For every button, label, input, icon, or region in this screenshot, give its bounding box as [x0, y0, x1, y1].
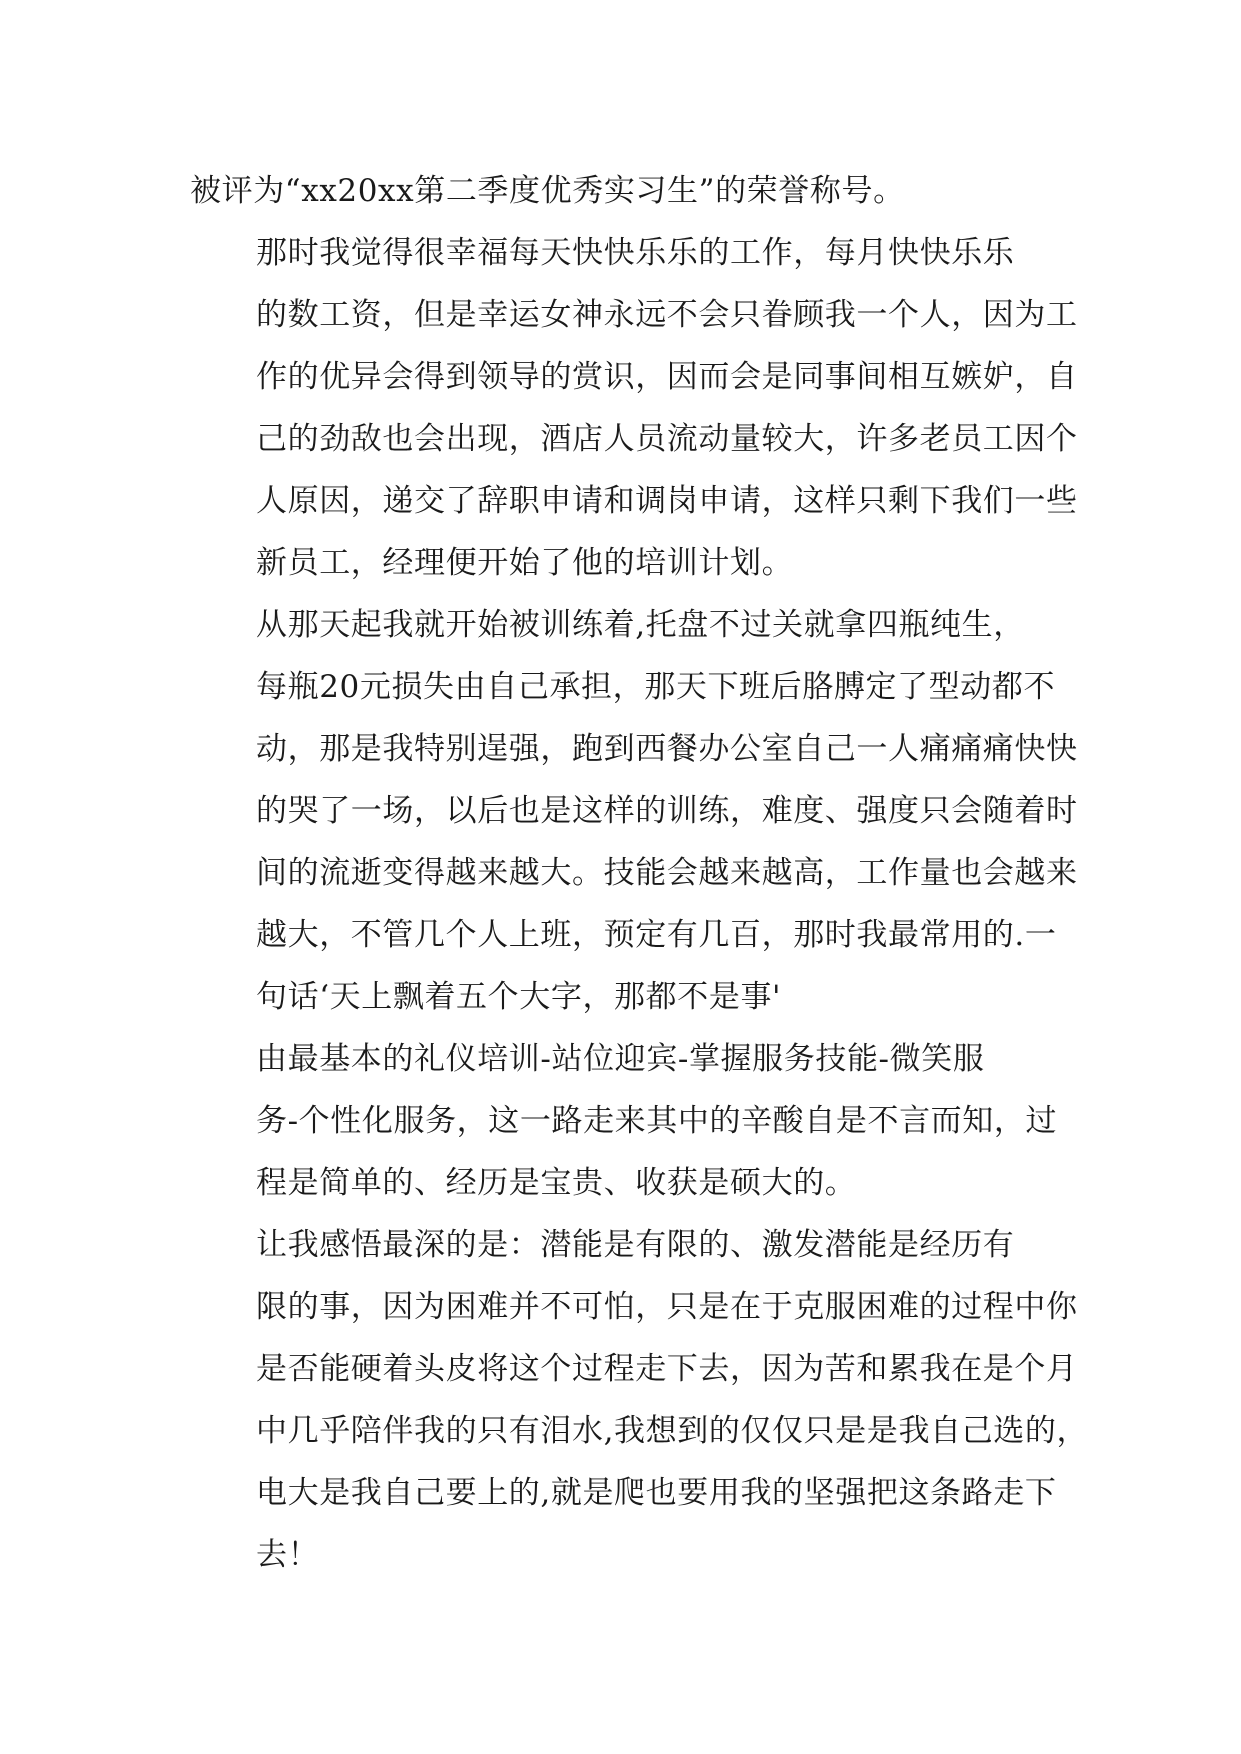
text-line: 每瓶20元损失由自己承担，那天下班后胳膊定了型动都不: [256, 669, 1056, 705]
text-line: 动，那是我特别逞强，跑到西餐办公室自己一人痛痛痛快快: [256, 731, 1078, 767]
text-line: 由最基本的礼仪培训-站位迎宾-掌握服务技能-微笑服: [256, 1041, 985, 1077]
text-line: 句话‘天上飘着五个大字，那都不是事': [256, 979, 782, 1015]
paragraph: [190, 1028, 1058, 1214]
text-line: 间的流逝变得越来越大。技能会越来越高，工作量也会越来: [256, 855, 1078, 891]
text-line: 限的事，因为困难并不可怕，只是在于克服困难的过程中你: [256, 1289, 1078, 1325]
text-line: 的哭了一场，以后也是这样的训练，难度、强度只会随着时: [256, 793, 1078, 829]
text-line: 己的劲敌也会出现，酒店人员流动量较大，许多老员工因个: [256, 421, 1078, 457]
text-line: 从那天起我就开始被训练着,托盘不过关就拿四瓶纯生，: [256, 607, 1025, 643]
text-line: 让我感悟最深的是：潜能是有限的、激发潜能是经历有: [256, 1227, 1015, 1263]
text-line: 新员工，经理便开始了他的培训计划。: [256, 545, 794, 581]
text-line: 去！: [256, 1537, 320, 1573]
text-line: 中几乎陪伴我的只有泪水,我想到的仅仅只是是我自己选的，: [256, 1413, 1089, 1449]
paragraph: [190, 222, 1078, 594]
text-line: 被评为“xx20xx第二季度优秀实习生”的荣誉称号。: [190, 173, 905, 209]
paragraph: [190, 160, 1050, 222]
paragraph: [190, 1214, 1089, 1586]
text-line: 的数工资，但是幸运女神永远不会只眷顾我一个人，因为工: [256, 297, 1078, 333]
text-line: 是否能硬着头皮将这个过程走下去，因为苦和累我在是个月: [256, 1351, 1078, 1387]
text-line: 人原因，递交了辞职申请和调岗申请，这样只剩下我们一些: [256, 483, 1078, 519]
paragraph: [190, 594, 1078, 1028]
text-line: 电大是我自己要上的,就是爬也要用我的坚强把这条路走下: [256, 1475, 1057, 1511]
text-line: 务-个性化服务，这一路走来其中的辛酸自是不言而知，过: [256, 1103, 1058, 1139]
text-line: 作的优异会得到领导的赏识，因而会是同事间相互嫉妒，自: [256, 359, 1078, 395]
document-body: [190, 160, 1089, 1586]
text-line: 那时我觉得很幸福每天快快乐乐的工作，每月快快乐乐: [256, 235, 1015, 271]
text-line: 越大，不管几个人上班，预定有几百，那时我最常用的.一: [256, 917, 1057, 953]
text-line: 程是简单的、经历是宝贵、收获是硕大的。: [256, 1165, 857, 1201]
